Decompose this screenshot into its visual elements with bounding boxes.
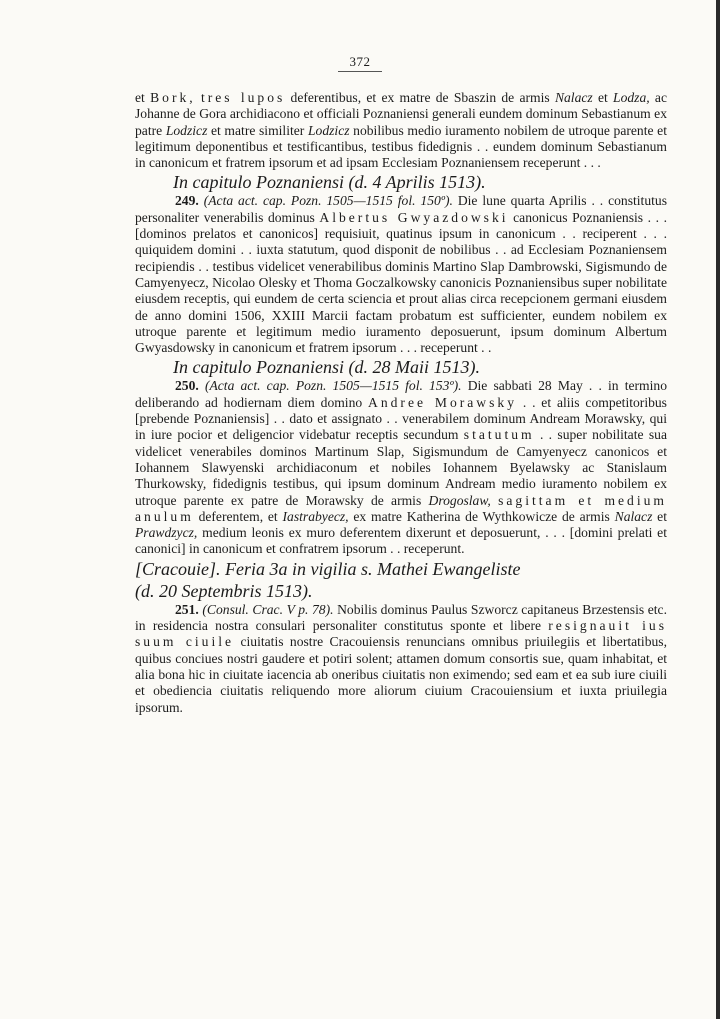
section-heading-251: [Cracouie]. Feria 3a in vigilia s. Mathei Ewangeliste (d. 20 Septembris 1513). — [135, 558, 521, 601]
main-text — [135, 90, 667, 716]
entry-number: 249. — [175, 193, 199, 209]
entry-source: (Consul. Crac. V p. 78). — [202, 601, 334, 617]
page-edge — [716, 0, 720, 1019]
entry-251: 251. (Consul. Crac. V p. 78). Nobilis dominus Paulus Szworcz capitaneus Brzestensis etc. in residencia nostra consulari personaliter constitutus sponte et libere resignauit ius suum ciuile ciuitatis nostre Cracouiensis renuncians omnibus priuilegiis et libertatibus, quibus conciues nostri gaudere et potiri solent; attamen domum consortis sue, quam inhabitat, et alia bona hic in ciuitate iacencia ab oneribus ciuitatis non eximendo; sed eam et ea sub iure ciuili et obediencia ciuitatis reliquendo more aliorum ciuium Cracouiensium et iuxta priuilegia ipsorum. — [135, 601, 667, 715]
entry-number: 251. — [175, 601, 199, 617]
entry-249: 249. (Acta act. cap. Pozn. 1505—1515 fol. 150º). Die lune quarta Aprilis . . constitutus personaliter venerabilis dominus Albertus Gwyazdowski canonicus Poznaniensis . . . [dominos prelatos et canonicos] requisiuit, quatinus ipsum in canonicum . . reciperent . . . quiquidem domini . . iuxta statutum, quod disponit de nobilibus . . ad Ecclesiam Poznaniensem recipiendis . . testibus videlicet venerabilibus dominis Martino Slap Dambrowski, Sigismundo de Camyenyecz, Nicolao Olesky et Thoma Goczalkowsky canonicis Poznaniensibus super nobilitate eiusdem receptis, qui eundem de certa sciencia et prout alias circa recepcionem germani eiusdem de anno domini 1506, XXIII Marcii factam probatum est sufficienter, eundem nobilem ex utroque parente et legitimum medio iuramento deposuerunt, ipsum dominum Albertum Gwyasdowsky in canonicum et fratrem ipsorum . . . receperunt . . — [135, 193, 667, 356]
entry-source: (Acta act. cap. Pozn. 1505—1515 fol. 150º). — [203, 193, 453, 209]
entry-source: (Acta act. cap. Pozn. 1505—1515 fol. 153º). — [204, 378, 462, 394]
page-number-rule — [338, 71, 382, 72]
section-heading-250: In capitulo Poznaniensi (d. 28 Maii 1513). — [173, 357, 480, 378]
entry-250: 250. (Acta act. cap. Pozn. 1505—1515 fol. 153º). Die sabbati 28 May . . in termino deliberando ad hodiernam diem domino Andree Morawsky . . et aliis competitoribus [prebende Poznaniensis] . . dato et assignato . . venerabilem dominum Andream Morawsky, qui in iure pocior et deligencior videbatur receptis secundum statutum . . super nobilitate sua videlicet venerabiles dominos Martinum Slap, Sigismundum de Camyenyecz canonicos et Iohannem Slawyenski archidiaconum et nobiles Iohannem Byelawsky ac Stanislaum Thurkowsky, fidedignis testibus, qui ipsum dominum Andream medio iuramento nobilem ex utroque parente ex patre de Morawsky de armis Drogoslaw, sagittam et medium anulum deferentem, et Iastrabyecz, ex matre Katherina de Wythkowicze de armis Nalacz et Prawdzycz, medium leonis ex muro deferentem dixerunt et deposuerunt, . . . [domini prelati et canonici] in canonicum et confratrem ipsorum . . receperunt. — [135, 378, 667, 557]
section-heading-249: In capitulo Poznaniensi (d. 4 Aprilis 1513). — [173, 172, 486, 193]
entry-number: 250. — [175, 378, 199, 394]
intro-paragraph: et Bork, tres lupos deferentibus, et ex matre de Sbaszin de armis Nalacz et Lodza, ac Johanne de Gora archidiacono et officiali Poznaniensi generali eundem dominum Sebastianum ex patre Lodzicz et matre similiter Lodzicz nobilibus medio iuramento nobilem de utroque parente et legitimum deponentibus et testificantibus, testibus fidedignis . . eundem dominum Sebastianum in canonicum et fratrem ipsorum et ad ipsam Ecclesiam Poznaniensem receperunt . . . — [135, 90, 667, 171]
page-number: 372 — [0, 54, 720, 72]
